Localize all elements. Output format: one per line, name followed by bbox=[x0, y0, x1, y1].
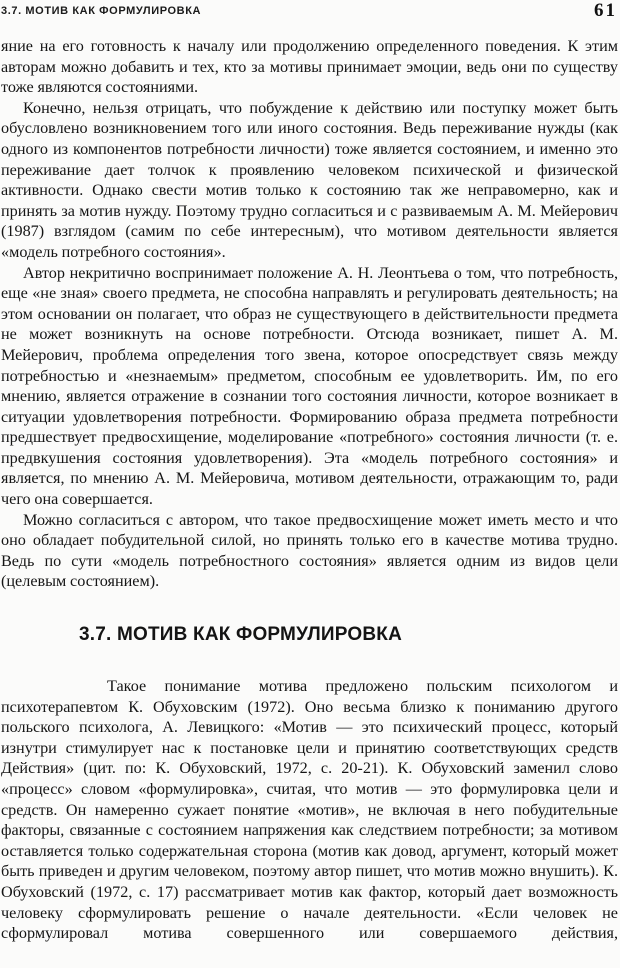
page-body bbox=[1, 36, 618, 944]
running-head: 3.7. МОТИВ КАК ФОРМУЛИРОВКА bbox=[1, 5, 202, 17]
paragraph: Автор некритично воспринимает положение А. Н. Леонтьева о том, что потребность, еще «не зная» своего предмета, не способна направлять и регулировать деятельность; на этом основании он полагает, что образ не существующего в действительности предмета не может возникнуть на основе потребности. Отсюда возникает, пишет А. М. Мейерович, проблема определения того звена, которое опосредствует связь между потребностью и «незнаемым» предметом, способным ее удовлетворить. Им, по его мнению, является отражение в сознании того состояния личности, которое возникает в ситуации удовлетворения потребности. Формированию образа предмета потребности предшествует предвосхищение, моделирование «потребного» состояния личности (т. е. предвкушения состояния удовлетворения). Эта «модель потребного состояния» и является, по мнению А. М. Мейеровича, мотивом деятельности, отражающим то, ради чего она совершается. bbox=[1, 263, 618, 509]
page-header bbox=[1, 0, 618, 24]
page-number: 61 bbox=[594, 0, 617, 21]
paragraph: Конечно, нельзя отрицать, что побуждение к действию или поступку может быть обусловлено возникновением того или иного состояния. Ведь переживание нужды (как одного из компонентов потребности личности) тоже является состоянием, и именно это переживание дает толчок к проявлению человеком психической и физической активности. Однако свести мотив только к состоянию так же неправомерно, как и принять за мотив нужду. Поэтому трудно согласиться и с развиваемым А. М. Мейерович (1987) взглядом (самим по себе интересным), что мотивом деятельности является «модель потребного состояния». bbox=[1, 98, 618, 261]
paragraph-section-opening: Такое понимание мотива предложено польским психологом и психотерапевтом К. Обуховским (1972). Оно весьма близко к пониманию другого польского психолога, А. Левицкого: «Мотив — это психический процесс, который изнутри стимулирует нас к постановке цели и принятию соответствующих средств Действия» (цит. по: К. Обуховский, 1972, с. 20-21). К. Обуховский заменил слово «процесс» словом «формулировка», считая, что мотив — это формулировка цели и средств. Он намеренно сужает понятие «мотив», не включая в него побудительные факторы, связанные с состоянием напряжения как следствием потребности; за мотивом оставляется только содержательная сторона (мотив как довод, аргумент, который может быть приведен и другим человеком, поэтому автор пишет, что мотив можно внушить). К. Обуховский (1972, с. 17) рассматривает мотив как фактор, который дает возможность человеку сформулировать решение о начале деятельности. «Если человек не сформулировал мотива совершенного или совершаемого действия, bbox=[1, 677, 618, 943]
section-heading: 3.7. МОТИВ КАК ФОРМУЛИРОВКА bbox=[79, 624, 403, 646]
paragraph: Можно согласиться с автором, что такое предвосхищение может иметь место и что оно обладает побудительной силой, но принять только его в качестве мотива трудно. Ведь по сути «модель потребностного состояния» является одним из видов цели (целевым состоянием). bbox=[1, 510, 618, 591]
paragraph-continuation: яние на его готовность к началу или продолжению определенного поведения. К этим авторам можно добавить и тех, кто за мотивы принимает эмоции, ведь они по существу тоже являются состояниями. bbox=[1, 37, 618, 97]
